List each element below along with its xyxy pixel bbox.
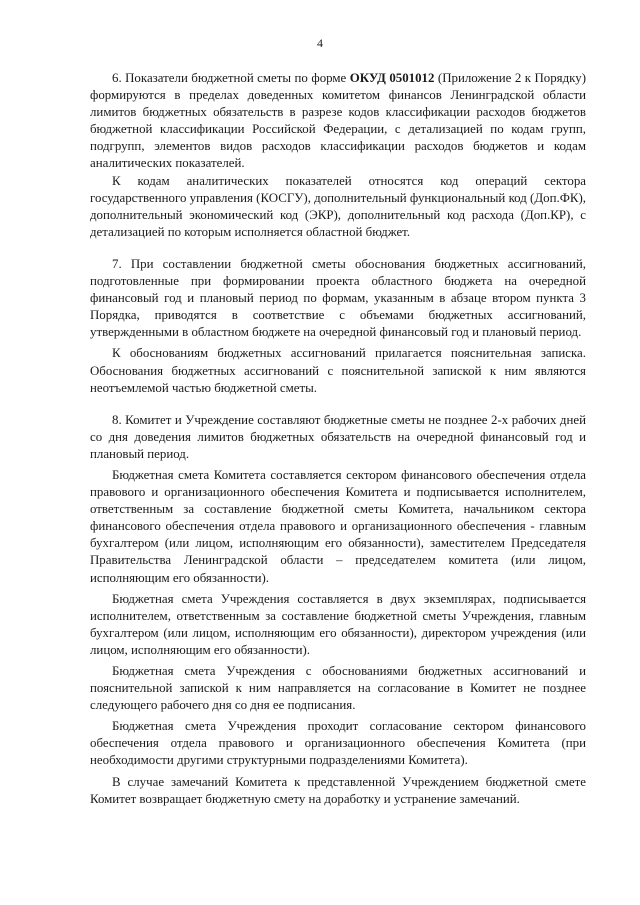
paragraph-approval-submission: Бюджетная смета Учреждения с обоснованиями бюджетных ассигнований и пояснительной запиской к ним направляется на согласование в Комитет не позднее следующего рабочего дня со дня ее подписания. (90, 664, 586, 713)
paragraph-7: 7. При составлении бюджетной сметы обоснования бюджетных ассигнований, подготовленные при формировании проекта областного бюджета на очередной финансовый год и плановый период по формам, указанным в абзаце втором пункта 3 Порядка, приводятся в соответствие с объемами бюджетных ассигнований, утвержденными в областном бюджете на очередной финансовый год и плановый период. (90, 256, 586, 340)
paragraph-approval-sector: Бюджетная смета Учреждения проходит согласование сектором финансового обеспечения отдела правового и организационного обеспечения Комитета (при необходимости другими структурными подразделениями Комитета). (90, 719, 586, 768)
paragraph-6-lead: 6. Показатели бюджетной сметы по форме (112, 71, 350, 85)
paragraph-analytic-codes: К кодам аналитических показателей относятся код операций сектора государственного управления (КОСГУ), дополнительный функциональный код (Доп.ФК), дополнительный экономический код (ЭКР), дополнительный код расхода (Доп.КР), с детализацией по которым исполняется областной бюджет. (90, 173, 586, 239)
paragraph-6-rest: (Приложение 2 к Порядку) формируются в пределах доведенных комитетом финансов Ленинградской области лимитов бюджетных обязательств в разрезе кодов классификации расходов бюджетов бюджетной классификации Российской Федерации, с детализацией по кодам групп, подгрупп, элементов видов расходов классификации расходов бюджетов и кодам аналитических показателей. (90, 71, 586, 171)
document-body (90, 70, 586, 808)
paragraph-6 (90, 70, 586, 173)
page-number: 4 (317, 36, 323, 50)
paragraph-explanatory-note: К обоснованиям бюджетных ассигнований прилагается пояснительная записка. Обоснования бюджетных ассигнований с пояснительной запиской к ним являются неотъемлемой частью бюджетной сметы. (90, 346, 586, 395)
paragraph-institution-estimate: Бюджетная смета Учреждения составляется в двух экземплярах, подписывается исполнителем, ответственным за составление бюджетной сметы Учреждения, главным бухгалтером (или лицом, исполняющим его обязанности), директором учреждения (или лицом, исполняющим его обязанности). (90, 591, 586, 657)
okud-code: ОКУД 0501012 (349, 71, 435, 85)
paragraph-8: 8. Комитет и Учреждение составляют бюджетные сметы не позднее 2-х рабочих дней со дня доведения лимитов бюджетных обязательств на очередной финансовый год и плановый период. (90, 412, 586, 461)
paragraph-remarks: В случае замечаний Комитета к представленной Учреждением бюджетной смете Комитет возвращает бюджетную смету на доработку и устранение замечаний. (90, 774, 586, 806)
paragraph-committee-estimate: Бюджетная смета Комитета составляется сектором финансового обеспечения отдела правового и организационного обеспечения Комитета и подписывается исполнителем, ответственным за составление бюджетной сметы Комитета, начальником сектора финансового обеспечения отдела правового и организационного обеспечения - главным бухгалтером (или лицом, исполняющим его обязанности), заместителем Председателя Правительства Ленинградской области – председателем комитета (или лицом, исполняющим его обязанности). (90, 467, 586, 585)
